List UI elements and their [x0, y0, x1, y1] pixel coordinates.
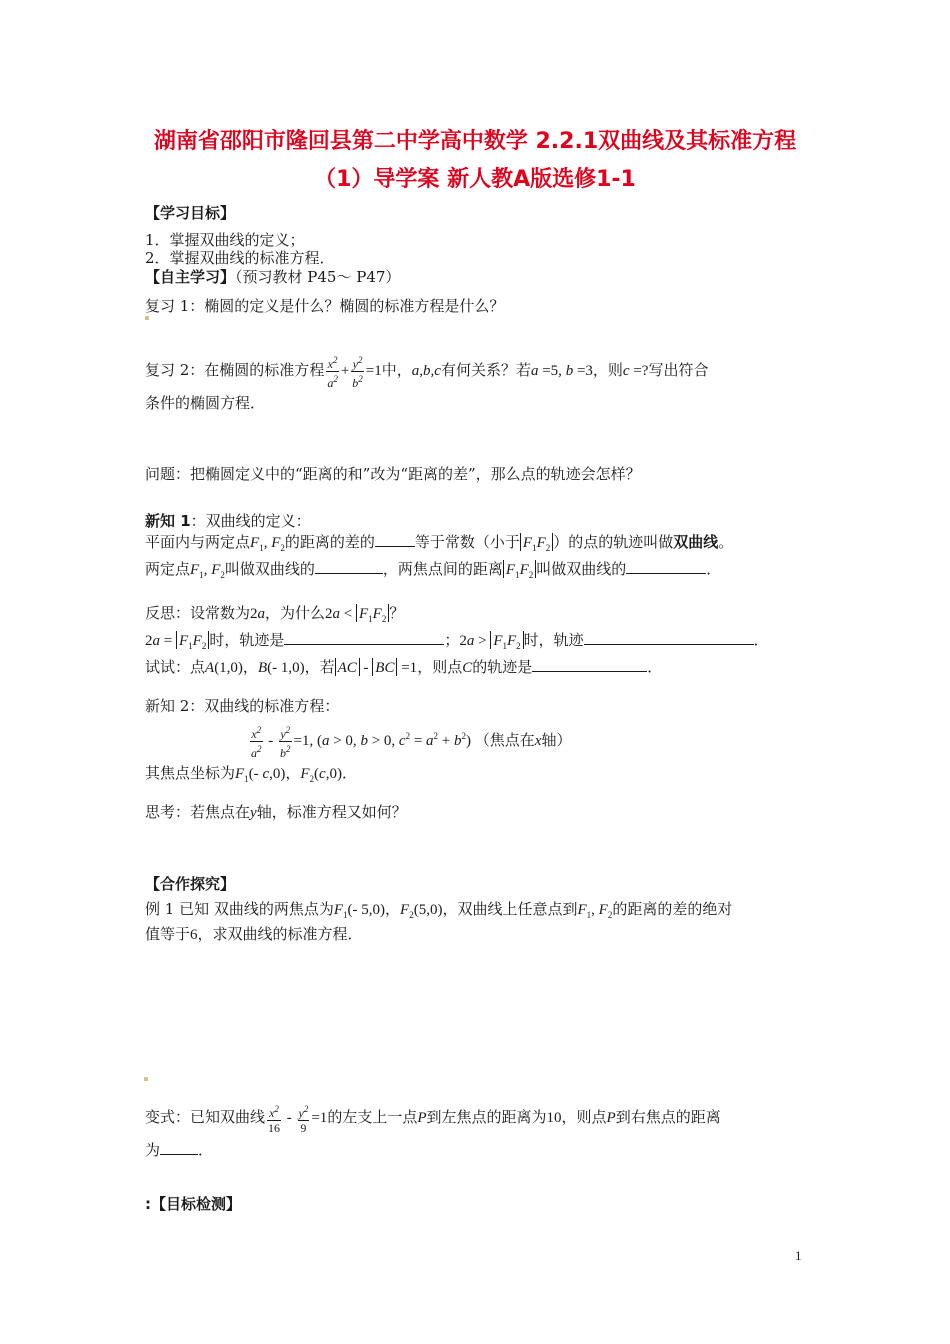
review-2-line2: 条件的椭圆方程． — [145, 394, 266, 412]
definition-line2: 两定点$F_1$, $F_2$叫做双曲线的 ，两焦点间的距离 $F_1F_2$ 叫做双曲线的 ． — [145, 560, 722, 580]
variant-line2: 为 ． — [145, 1141, 214, 1159]
blank-4[interactable] — [284, 630, 444, 645]
blank-3[interactable] — [626, 559, 706, 574]
fraction-x2-a2: $\frac{x^2}{a^2}$ — [327, 354, 338, 390]
document-title-line2: （1）导学案 新人教A版选修1-1 — [314, 167, 636, 192]
reflect-line2: $2a = F_1F_2$ 时，轨迹是 ；$2a > F_1F_2$ 时，轨迹 ． — [145, 631, 769, 651]
fraction-y2-b2: $\frac{y^2}{b^2}$ — [352, 354, 363, 390]
try-line: 试试：点A(1,0)，B(- 1,0)，若 AC - BC =1，则点C的轨迹是 ． — [145, 658, 663, 676]
blank-2[interactable] — [315, 559, 383, 574]
foci-coordinates: 其焦点坐标为$F_1(-$ c,0)，$F_2(c,0)$． — [145, 764, 357, 784]
self-study-heading: 【自主学习】 — [145, 268, 236, 286]
document-title-line1: 湖南省邵阳市隆回县第二中学高中数学 2.2.1双曲线及其标准方程 — [153, 129, 797, 154]
speck-mark — [145, 316, 149, 320]
new-knowledge-1-title: 新知 1：双曲线的定义： — [145, 512, 311, 530]
goal-item-2: 2．掌握双曲线的标准方程． — [145, 249, 335, 267]
self-study-note: （预习教材 P45～ P47） — [235, 268, 401, 286]
new-knowledge-2-title: 新知 2：双曲线的标准方程： — [145, 697, 340, 715]
blank-5[interactable] — [584, 630, 754, 645]
blank-1[interactable] — [375, 532, 415, 547]
goals-heading: 【学习目标】 — [145, 204, 236, 222]
target-heading: :【目标检测】 — [145, 1195, 241, 1213]
review-1: 复习 1：椭圆的定义是什么？椭圆的标准方程是什么？ — [145, 297, 505, 315]
variant-line1: 变式：已知双曲线 $\frac{x^2}{16}$ - $\frac{y^2}{9}$ =1的左支上一点P到左焦点的距离为10，则点P到右焦点的距离 — [145, 1103, 721, 1135]
reflect-line1: 反思：设常数为2a，为什么$2a < F_1F_2$ ？ — [145, 604, 405, 624]
page-number: 1 — [795, 1248, 802, 1263]
self-study-line — [145, 267, 400, 287]
goal-item-1: 1．掌握双曲线的定义； — [145, 231, 305, 249]
question: 问题：把椭圆定义中的“距离的和”改为“距离的差”，那么点的轨迹会怎样？ — [145, 465, 641, 483]
speck-mark — [144, 1077, 148, 1081]
standard-equation: $\frac{x^2}{a^2}$ - $\frac{y^2}{b^2}$ =1, (a > 0, b > 0, $c^2 = a^2 + b^2$) （焦点在x轴） — [251, 724, 572, 760]
example-1-line1: 例 1 已知 双曲线的两焦点为$F_1(-$ 5,0)，$F_2(5,0)$，双曲线上任意点到$F_1$, $F_2$的距离的差的绝对 — [145, 900, 733, 920]
review-2-line1: 复习 2：在椭圆的标准方程 $\frac{x^2}{a^2}$ + $\frac{y^2}{b^2}$ =1中，a,b,c有何关系？若a =5, b =3，则c =?写出符合 — [145, 354, 709, 390]
example-1-line2: 值等于6，求双曲线的标准方程． — [145, 925, 363, 943]
definition-line1: 平面内与两定点$F_1$, $F_2$的距离的差的 等于常数（小于 $F_1F_2$ ）的点的轨迹叫做双曲线。 — [145, 533, 734, 553]
think-line: 思考：若焦点在y轴，标准方程又如何？ — [145, 803, 407, 821]
coop-heading: 【合作探究】 — [145, 875, 236, 893]
blank-6[interactable] — [532, 657, 647, 672]
blank-7[interactable] — [160, 1140, 198, 1155]
